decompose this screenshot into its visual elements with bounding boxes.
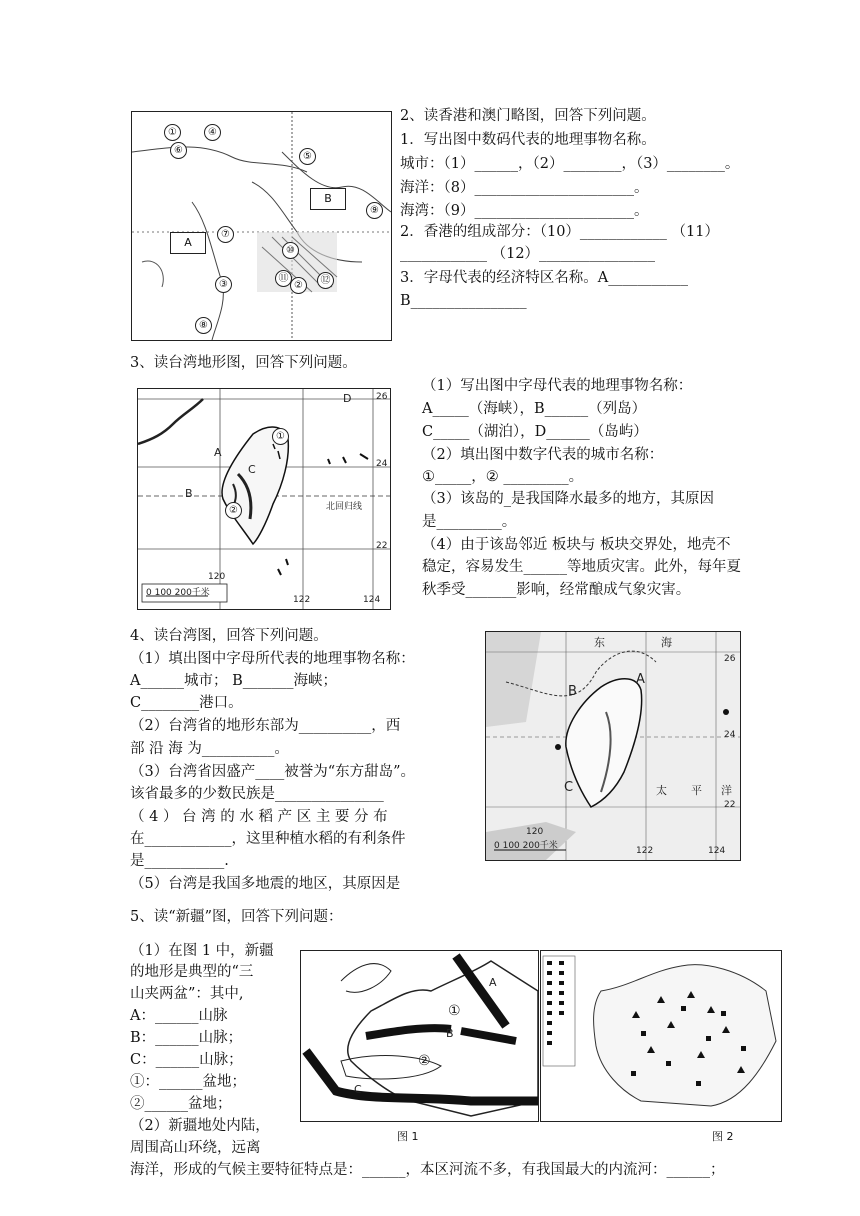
- lon-122: 122: [293, 595, 311, 605]
- q3-s4b: 稳定，容易发生______等地质灾害。此外，每年夏: [422, 559, 741, 575]
- lat-26: 26: [376, 392, 388, 402]
- map-letter-c: C: [248, 463, 256, 476]
- q2-hk-parts-b: ____________ （12）________________: [400, 246, 656, 262]
- q2-sub1: 1．写出图中数码代表的地理事物名称。: [400, 132, 656, 148]
- q5-l10: 周围高山环绕，远离: [130, 1140, 261, 1156]
- lat-22: 22: [376, 541, 388, 551]
- map-label-1: ①: [164, 124, 181, 141]
- q4-s4b: 在____________，这里种植水稻的有利条件: [130, 831, 406, 847]
- fig1-basin-1: ①: [448, 1003, 461, 1019]
- map-label-10: ⑩: [282, 242, 299, 259]
- q5-l8: ②______盆地；: [130, 1096, 232, 1112]
- city-2: ②: [225, 502, 242, 519]
- lat-22: 22: [724, 800, 736, 810]
- q2-sez-a: 3．字母代表的经济特区名称。A___________: [400, 270, 688, 286]
- q3-title: 3、读台湾地形图，回答下列问题。: [130, 355, 357, 371]
- q5-l11: 海洋，形成的气候主要特征特点是：______，本区河流不多，有我国最大的内流河：______；: [130, 1162, 725, 1178]
- q3-s4a: （4）由于该岛邻近 板块与 板块交界处，地壳不: [422, 537, 731, 553]
- east-sea-label-1: 东: [594, 636, 605, 649]
- q5-l4: A：______山脉: [130, 1008, 228, 1024]
- q3-s3a: （3）该岛的_是我国降水最多的地方，其原因: [422, 491, 714, 507]
- fig1-basin-2: ②: [418, 1053, 431, 1069]
- q3-s2a: ①_____，② _________。: [422, 469, 584, 485]
- taiwan-terrain-map: [137, 388, 391, 610]
- fig1-letter-c: C: [354, 1083, 362, 1096]
- q3-s1b: C_____（湖泊），D______（岛屿）: [422, 424, 648, 440]
- q2-city: 城市：（1）______，（2）________，（3）________。: [400, 156, 740, 172]
- q4-s4a: （ 4 ） 台 湾 的 水 稻 产 区 主 要 分 布: [130, 809, 388, 825]
- lat-24: 24: [724, 730, 736, 740]
- q2-hk-parts-a: 2．香港的组成部分：（10）____________ （11）: [400, 224, 719, 240]
- tropic-label: 北回归线: [326, 502, 363, 512]
- map-label-6: ⑥: [170, 142, 187, 159]
- lon-124: 124: [708, 846, 726, 856]
- east-sea-label-2: 海: [661, 636, 672, 649]
- map-label-2: ②: [290, 277, 307, 294]
- pacific-label-1: 太: [656, 784, 667, 797]
- q5-l2: 的地形是典型的“三: [130, 964, 254, 980]
- q2-bay: 海湾：（9）______________________。: [400, 203, 649, 219]
- map-letter-c: C: [564, 780, 574, 795]
- q4-s3b: 该省最多的少数民族是_______________: [130, 786, 384, 802]
- q4-s4c: 是___________.: [130, 853, 229, 869]
- q3-s1: （1）写出图中字母代表的地理事物名称：: [422, 378, 693, 394]
- map-label-3: ③: [215, 276, 232, 293]
- q4-s1a: A______城市； B_______海峡；: [130, 673, 337, 689]
- q2-sez-b: B________________: [400, 293, 527, 309]
- q2-ocean: 海洋：（8）______________________。: [400, 180, 649, 196]
- xinjiang-fig1-drawing: [301, 951, 538, 1121]
- q5-l3: 山夹两盆”：其中,: [130, 986, 244, 1002]
- q5-title: 5、读“新疆”图，回答下列问题：: [130, 909, 343, 925]
- q3-s4c: 秋季受_______影响，经常酿成气象灾害。: [422, 582, 691, 598]
- map-label-5: ⑤: [299, 148, 316, 165]
- sez-box-a: A: [170, 232, 206, 254]
- hk-macau-map: [131, 111, 392, 341]
- city-1: ①: [272, 428, 289, 445]
- fig1-caption: 图 1: [397, 1130, 419, 1143]
- taiwan-map: [485, 631, 741, 861]
- map-letter-a: A: [636, 672, 645, 687]
- q5-l6: C：______山脉；: [130, 1052, 243, 1068]
- map-label-8: ⑧: [195, 317, 212, 334]
- map-label-11: ⑪: [275, 270, 292, 287]
- lon-120: 120: [208, 572, 226, 582]
- q4-s1b: C________港口。: [130, 695, 243, 711]
- scale-bar: 0 100 200千米: [494, 841, 558, 851]
- q4-s2b: 部 沿 海 为__________。: [130, 741, 289, 757]
- q5-l9: （2）新疆地处内陆，: [130, 1118, 270, 1134]
- q3-s1a: A_____（海峡），B______（列岛）: [422, 401, 647, 417]
- map-letter-d: D: [343, 392, 352, 405]
- map-letter-b: B: [185, 487, 193, 500]
- xinjiang-fig2-drawing: [541, 951, 781, 1121]
- q2-title: 2、读香港和澳门略图，回答下列问题。: [400, 108, 656, 124]
- lat-24: 24: [376, 459, 388, 469]
- q3-s3b: 是_________。: [422, 514, 517, 530]
- map-letter-b: B: [568, 684, 577, 699]
- map-letter-a: A: [214, 446, 222, 459]
- sez-box-b: B: [310, 188, 346, 210]
- q5-l7: ①：______盆地；: [130, 1074, 246, 1090]
- map-label-9: ⑨: [366, 202, 383, 219]
- taiwan-map-drawing: [486, 632, 740, 860]
- q5-l1: （1）在图 1 中，新疆: [130, 943, 274, 959]
- map-label-12: ⑫: [317, 272, 334, 289]
- q5-l5: B：______山脉；: [130, 1030, 243, 1046]
- q4-title: 4、读台湾图，回答下列问题。: [130, 628, 328, 644]
- fig1-letter-a: A: [489, 976, 497, 989]
- q4-s1: （1）填出图中字母所代表的地理事物名称：: [130, 651, 415, 667]
- pacific-label-2: 平: [691, 784, 702, 797]
- map-label-4: ④: [204, 124, 221, 141]
- lon-124: 124: [363, 595, 381, 605]
- q4-s3a: （3）台湾省因盛产____被誉为“东方甜岛”。: [130, 764, 416, 780]
- xinjiang-fig1-map: [300, 950, 539, 1122]
- xinjiang-fig2-map: [540, 950, 782, 1122]
- map-label-7: ⑦: [217, 226, 234, 243]
- q4-s5: （5）台湾是我国多地震的地区，其原因是: [130, 876, 401, 892]
- scale-bar: 0 100 200千米: [146, 588, 210, 598]
- lat-26: 26: [724, 654, 736, 664]
- q3-s2: （2）填出图中数字代表的城市名称：: [422, 447, 664, 463]
- lon-122: 122: [636, 846, 654, 856]
- pacific-label-3: 洋: [721, 784, 732, 797]
- lon-120: 120: [526, 827, 544, 837]
- fig1-letter-b: B: [446, 1027, 454, 1040]
- q4-s2a: （2）台湾省的地形东部为__________，西: [130, 718, 401, 734]
- fig2-caption: 图 2: [712, 1130, 734, 1143]
